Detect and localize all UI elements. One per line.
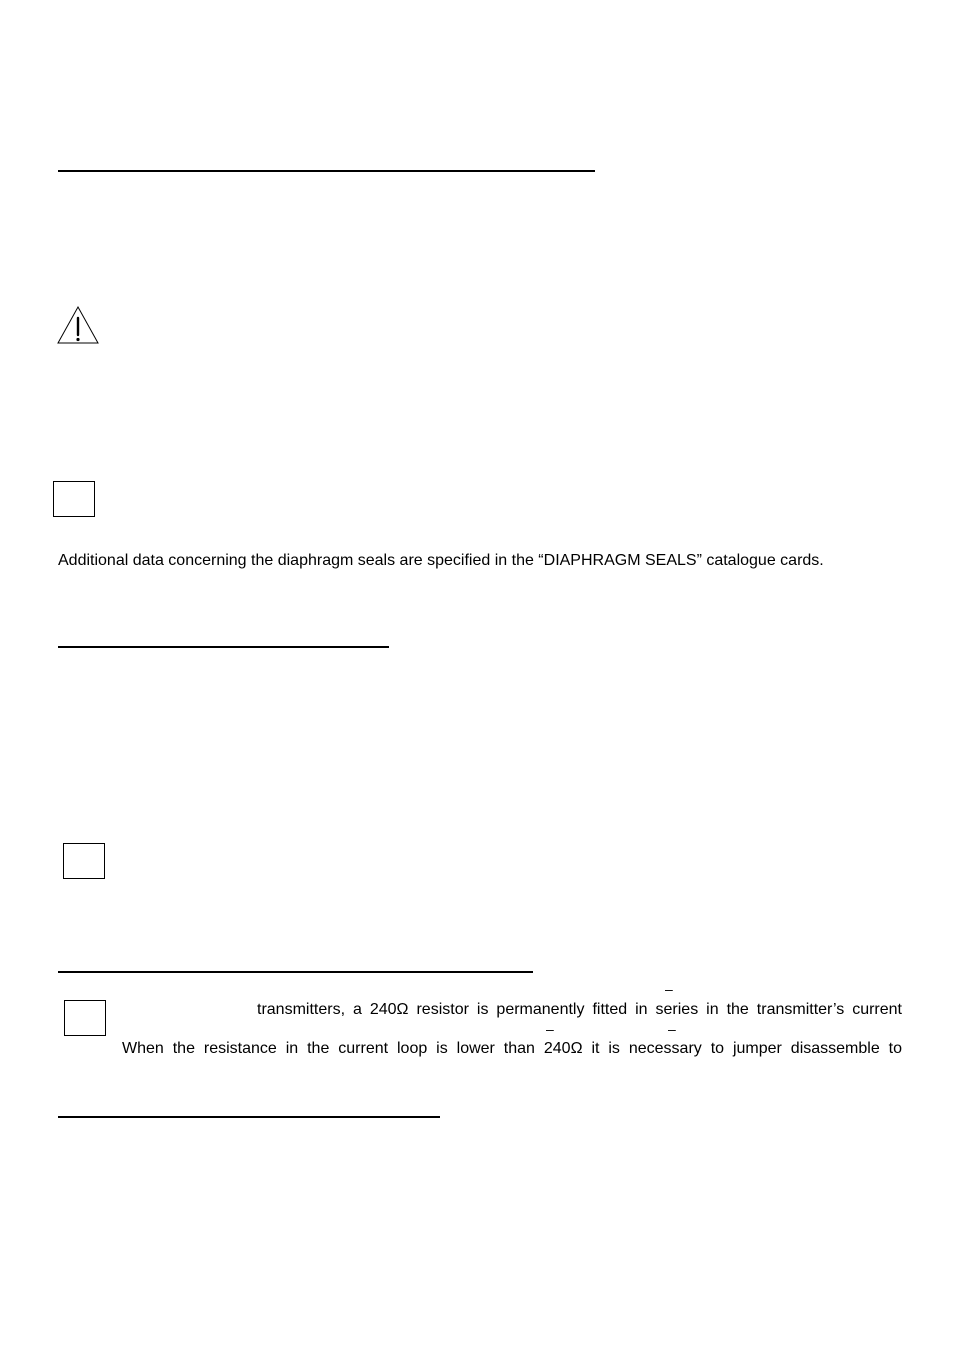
- section-heading-underline: [58, 646, 389, 648]
- dash-mark: –: [546, 1021, 554, 1037]
- note-box-icon: [64, 1000, 106, 1036]
- section-heading-underline: [58, 1116, 440, 1118]
- resistor-note-line: transmitters, a 240Ω resistor is permanently fitted in series in the transmitter’s current: [257, 1001, 902, 1018]
- diaphragm-seals-note: Additional data concerning the diaphragm seals are specified in the “DIAPHRAGM SEALS” catalogue cards.: [58, 552, 824, 569]
- section-heading-underline: [58, 971, 533, 973]
- section-heading-underline: [58, 170, 595, 172]
- dash-mark: –: [665, 981, 673, 997]
- dash-mark: –: [668, 1021, 676, 1037]
- note-box-icon: [53, 481, 95, 517]
- warning-triangle-icon: [56, 305, 100, 345]
- resistor-note-line: When the resistance in the current loop is lower than 240Ω it is necessary to jumper disassemble to: [122, 1040, 902, 1057]
- note-box-icon: [63, 843, 105, 879]
